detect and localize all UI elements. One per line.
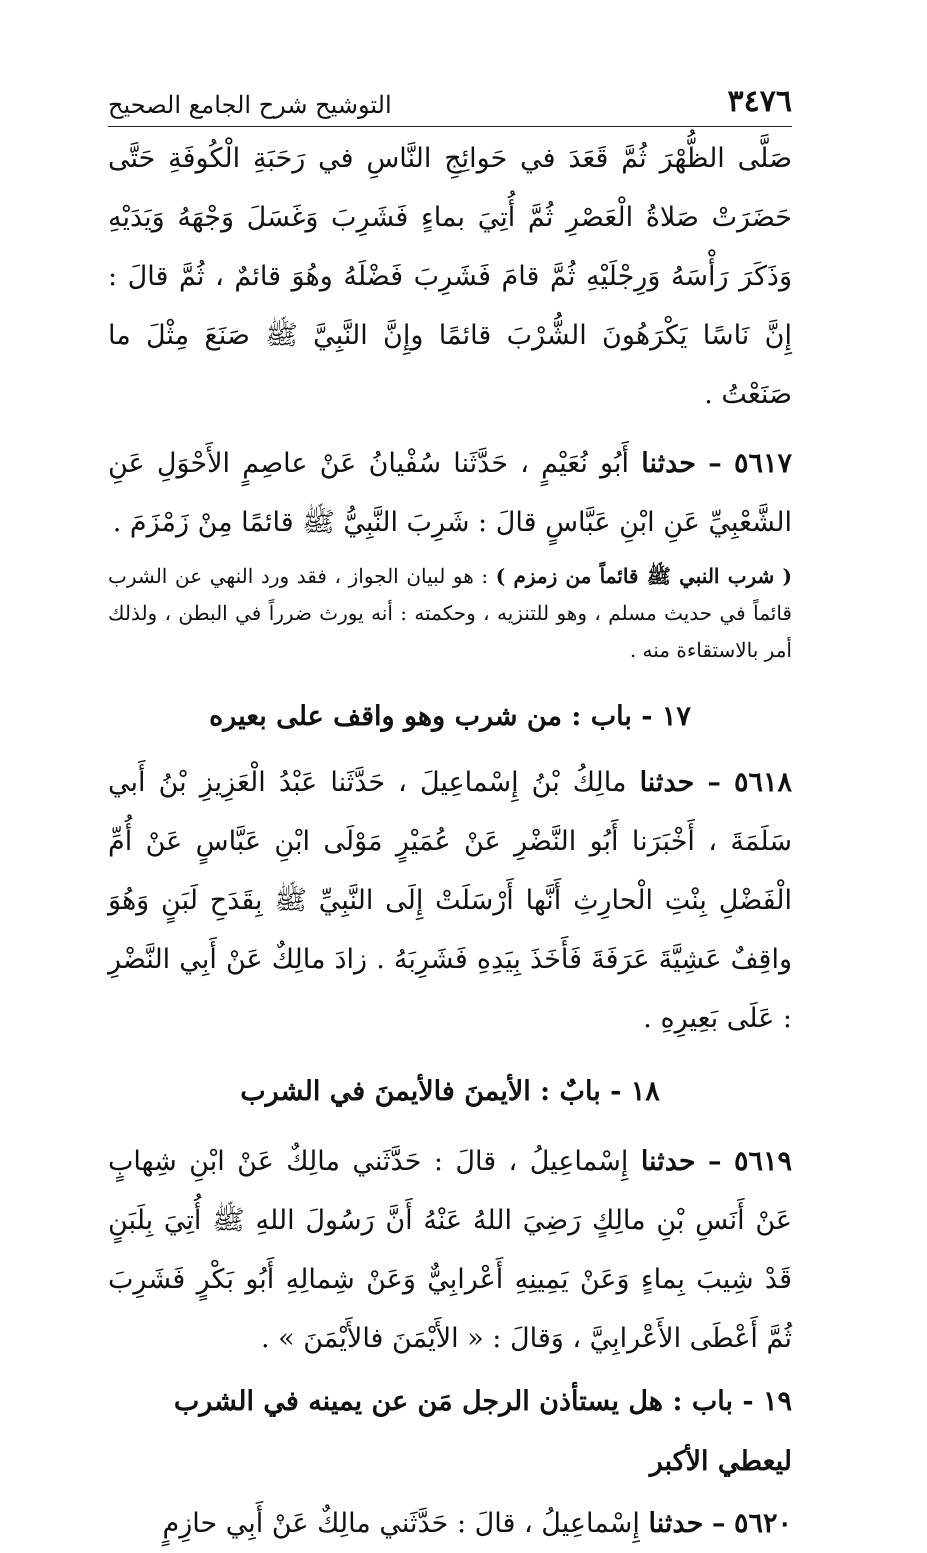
page-header <box>108 78 792 127</box>
chapter-17-heading: ١٧ - باب : من شرب وهو واقف على بعيره <box>209 701 691 732</box>
commentary-quote: ( شرب النبي ﷺ قائماً من زمزم ) <box>495 564 793 588</box>
hadith-dash: – <box>707 767 721 798</box>
running-title: التوشيح شرح الجامع الصحيح <box>108 91 392 119</box>
hadith-number: ٥٦٢٠ <box>733 1508 792 1539</box>
hadith-5617 <box>108 434 792 552</box>
hadith-number: ٥٦١٩ <box>733 1146 792 1177</box>
hadith-5618 <box>108 753 792 1048</box>
hadith-text: إِسْماعِيلُ ، قالَ : حَدَّثَني مالِكٌ عَنْ أَبِي حازِمٍ <box>162 1508 640 1539</box>
hadith-text: إِسْماعِيلُ ، قالَ : حَدَّثَني مالِكٌ عَنْ ابْنِ شِهابٍ عَنْ أَنَسِ بْنِ مالِكٍ رَضِيَ اللهُ عَنْهُ أَنَّ رَسُولَ اللهِ ﷺ أُتِيَ بِلَبَنٍ قَدْ شِيبَ بِماءٍ وَعَنْ يَمِينِهِ أَعْرابِيٌّ وَعَنْ شِمالِهِ أَبُو بَكْرٍ فَشَرِبَ ثُمَّ أَعْطَى الأَعْرابِيَّ ، وَقالَ : « الأَيْمَنَ فالأَيْمَنَ » . <box>108 1146 792 1354</box>
hadith-text: أَبُو نُعَيْمٍ ، حَدَّثَنا سُفْيانُ عَنْ عاصِمٍ الأَحْوَلِ عَنِ الشَّعْبِيِّ عَنِ ابْنِ عَبَّاسٍ قالَ : شَرِبَ النَّبِيُّ ﷺ قائمًا مِنْ زَمْزَمَ . <box>108 448 792 538</box>
hadith-number: ٥٦١٧ <box>733 448 792 479</box>
hadith-text: مالِكُ بْنُ إِسْماعِيلَ ، حَدَّثَنا عَبْدُ الْعَزِيزِ بْنُ أَبي سَلَمَةَ ، أَخْبَرَنا أَبُو النَّضْرِ عَنْ عُمَيْرٍ مَوْلَى ابْنِ عَبَّاسٍ عَنْ أُمِّ الْفَضْلِ بِنْتِ الْحارِثِ أَنَّها أَرْسَلَتْ إِلَى النَّبِيِّ ﷺ بِقَدَحِ لَبَنٍ وَهُوَ واقِفٌ عَشِيَّةَ عَرَفَةَ فَأَخَذَ بِيَدِهِ فَشَرِبَهُ . زادَ مالِكٌ عَنْ أَبِي النَّضْرِ : عَلَى بَعِيرِهِ . <box>108 767 792 1034</box>
hadith-narrative-continuation: صَلَّى الظُّهْرَ ثُمَّ قَعَدَ في حَوائِجِ النَّاسِ في رَحَبَةِ الْكُوفَةِ حَتَّى حَضَرَتْ صَلاةُ الْعَصْرِ ثُمَّ أُتِيَ بماءٍ فَشَرِبَ وَغَسَلَ وَجْهَهُ وَيَدَيْهِ وَذَكَرَ رَأْسَهُ وَرِجْلَيْهِ ثُمَّ قامَ فَشَرِبَ فَضْلَهُ وهُوَ قائمٌ ، ثُمَّ قالَ : إِنَّ نَاسًا يَكْرَهُونَ الشُّرْبَ قائمًا وإِنَّ النَّبِيَّ ﷺ صَنَعَ مِثْلَ ما صَنَعْتُ . <box>108 143 792 410</box>
hadith-number: ٥٦١٨ <box>733 767 792 798</box>
hadith-dash: – <box>708 1146 722 1177</box>
commentary-text: : هو لبيان الجواز ، فقد ورد النهي عن الشرب قائماً في حديث مسلم ، وهو للتنزيه ، وحكمته : أنه يورث ضرراً في البطن ، ولذلك أمر بالاستقاءة منه . <box>108 564 792 662</box>
hadith-lead-word: حدثنا <box>640 1146 696 1177</box>
hadith-dash: – <box>708 448 722 479</box>
hadith-dash: – <box>711 1508 726 1539</box>
chapter-19-heading: ١٩ - باب : هل يستأذن الرجل مَن عن يمينه في الشرب ليعطي الأكبر <box>173 1386 792 1477</box>
hadith-5620 <box>108 1494 792 1553</box>
hadith-lead-word: حدثنا <box>648 1508 704 1539</box>
chapter-18-heading: ١٨ - بابٌ : الأيمنَ فالأيمنَ في الشرب <box>240 1076 660 1107</box>
commentary-5617 <box>108 558 792 669</box>
hadith-lead-word: حدثنا <box>639 767 695 798</box>
page-number: ٣٤٧٦ <box>727 84 792 119</box>
hadith-lead-word: حدثنا <box>641 448 697 479</box>
hadith-5619 <box>108 1132 792 1368</box>
book-page <box>108 78 792 1553</box>
